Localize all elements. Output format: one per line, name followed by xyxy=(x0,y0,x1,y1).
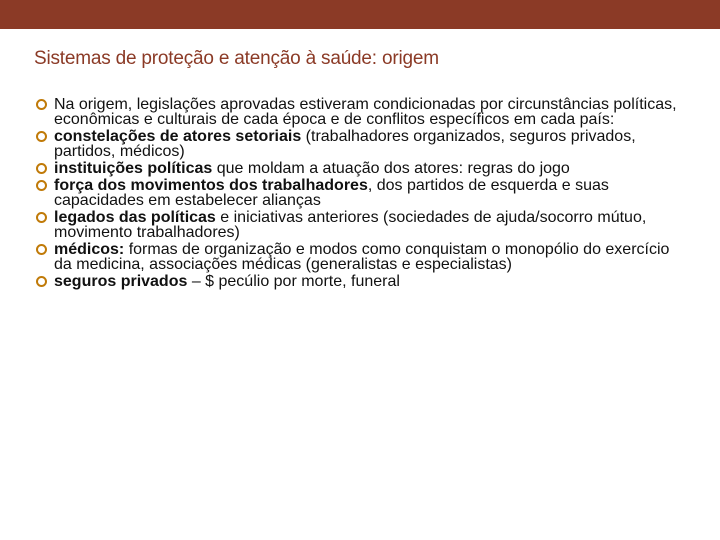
circle-bullet-icon xyxy=(36,180,47,191)
circle-bullet-icon xyxy=(36,131,47,142)
circle-bullet-icon xyxy=(36,244,47,255)
bullet-bold-text: constelações de atores setoriais xyxy=(54,128,302,145)
circle-bullet-icon xyxy=(36,163,47,174)
bullet-text: formas de organização e modos como conquistam o monopólio do exercício da medicina, associações médicas (generalistas e especialistas) xyxy=(54,241,670,273)
bullet-text: que moldam a atuação dos atores: regras do jogo xyxy=(212,160,570,177)
bullet-bold-text: força dos movimentos dos trabalhadores xyxy=(54,177,368,194)
circle-bullet-icon xyxy=(36,276,47,287)
bullet-bold-text: seguros privados xyxy=(54,273,188,290)
circle-bullet-icon xyxy=(36,99,47,110)
bullet-text: Na origem, legislações aprovadas estiveram condicionadas por circunstâncias políticas, econômicas e culturais de cada época e de conflitos específicos em cada país: xyxy=(54,96,677,128)
bullet-item xyxy=(36,97,688,127)
bullet-list xyxy=(36,97,688,291)
bullet-item xyxy=(36,178,688,208)
bullet-item xyxy=(36,274,688,289)
bullet-bold-text: legados das políticas xyxy=(54,209,216,226)
bullet-item xyxy=(36,129,688,159)
bullet-bold-text: instituições políticas xyxy=(54,160,213,177)
bullet-bold-text: médicos: xyxy=(54,241,125,258)
bullet-item xyxy=(36,161,688,176)
bullet-text: , dos partidos de esquerda e suas capacidades em estabelecer alianças xyxy=(54,177,609,209)
bullet-text: (trabalhadores organizados, seguros privados, partidos, médicos) xyxy=(54,128,636,160)
slide-title: Sistemas de proteção e atenção à saúde: origem xyxy=(34,48,439,69)
bullet-item xyxy=(36,210,688,240)
top-bar xyxy=(0,0,720,29)
bullet-item xyxy=(36,242,688,272)
bullet-text: – $ pecúlio por morte, funeral xyxy=(187,273,400,290)
circle-bullet-icon xyxy=(36,212,47,223)
bullet-text: e iniciativas anteriores (sociedades de ajuda/socorro mútuo, movimento trabalhadores) xyxy=(54,209,647,241)
